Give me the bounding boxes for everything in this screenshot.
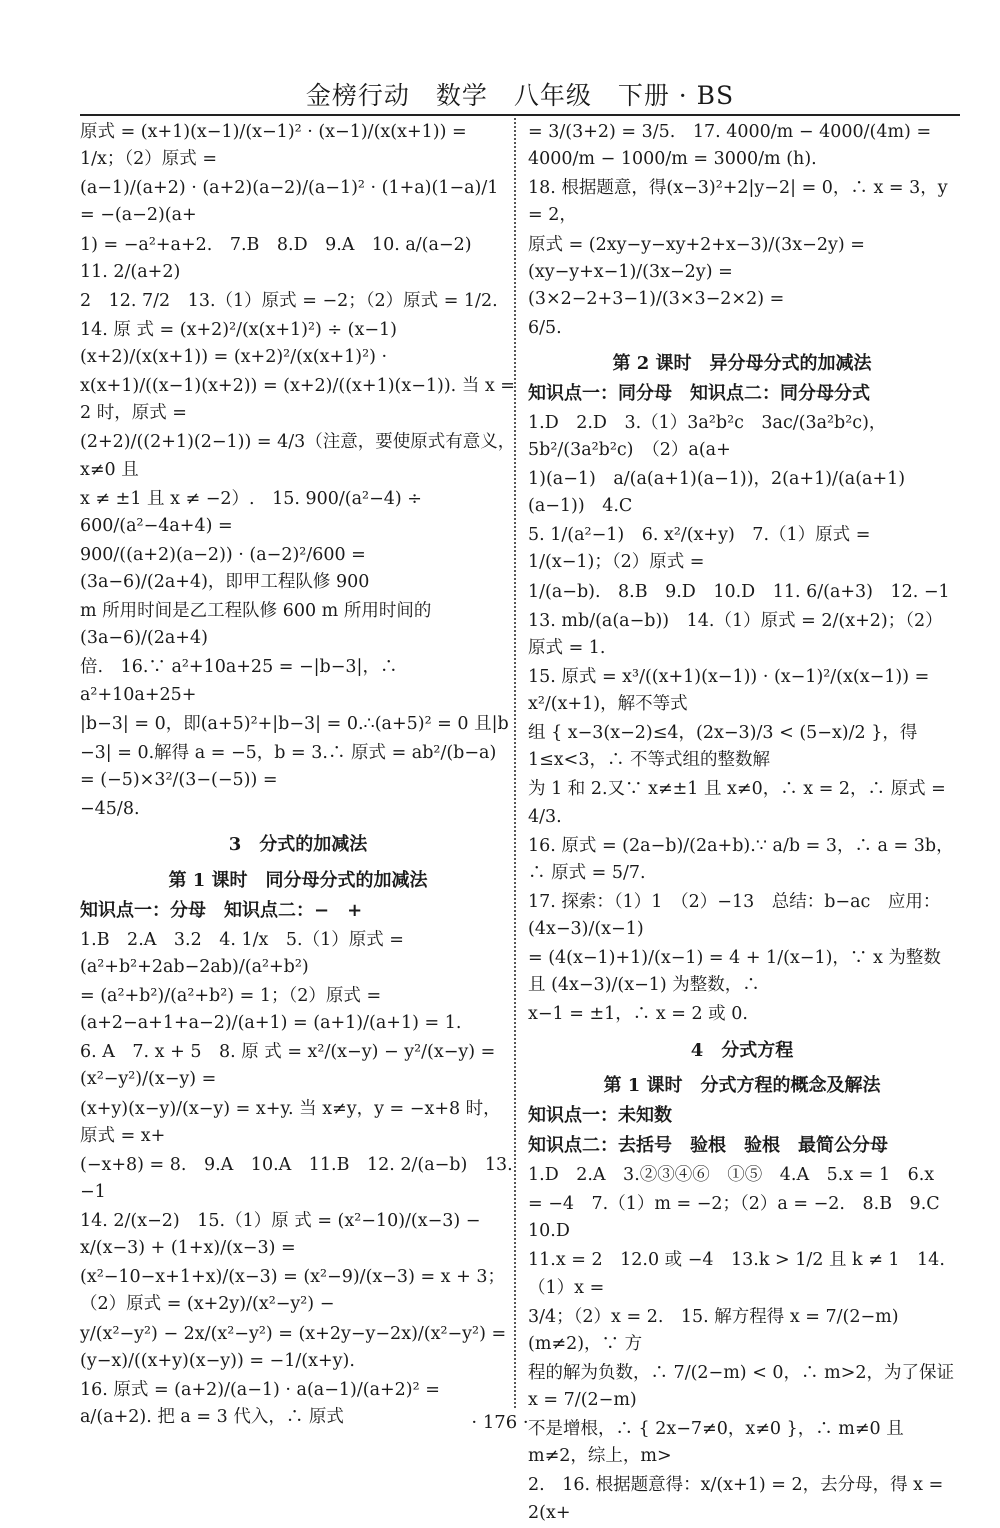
answer-line: (a−1)/(a+2) · (a+2)(a−2)/(a−1)² · (1+a)(1−a)/1 = −(a−2)(a+ [80,178,499,226]
answer-line: −3| = 0.解得 a = −5，b = 3.∴ 原式 = ab²/(b−a) = (−5)×3²/(3−(−5)) = [80,742,497,790]
answer-line: = 3/(3+2) = 3/5. 17. 4000/m − 4000/(4m) = 4000/m − 1000/m = 3000/m (h). [528,122,932,170]
section4-title: 4 分式方程 [690,1039,794,1061]
answer-line: |b−3| = 0，即(a+5)²+|b−3| = 0.∴(a+5)² = 0 且|b [80,713,509,734]
answer-line: x(x+1)/((x−1)(x+2)) = (x+2)/((x+1)(x−1)). 当 x = 2 时，原式 = [80,376,515,424]
answer-line: 15. 原式 = x³/((x+1)(x−1)) · (x−1)²/(x(x−1)) = x²/(x+1)，解不等式 [528,666,930,715]
answer-line: 原式 = (x+1)(x−1)/(x−1)² · (x−1)/(x(x+1)) = 1/x；（2）原式 = [80,122,467,170]
lesson2-answer-lines [528,409,956,1030]
answer-line: 16. 原式 = (2a−b)/(2a+b).∵ a/b = 3，∴ a = 3b，∴ 原式 = 5/7. [528,835,954,883]
section4-answer-lines [528,1161,956,1528]
answer-line: y/(x²−y²) − 2x/(x²−y²) = (x+2y−y−2x)/(x²−y²) = (y−x)/((x+y)(x−y)) = −1/(x+y). [80,1323,507,1371]
answer-line: (x²−10−x+1+x)/(x−3) = (x²−9)/(x−3) = x + 3；（2）原式 = (x+2y)/(x²−y²) − [80,1267,505,1315]
answer-line: = (a²+b²)/(a²+b²) = 1；（2）原式 = (a+2−a+1+a−2)/(a+1) = (a+1)/(a+1) = 1. [80,986,462,1034]
answer-line: 1)(a−1) a/(a(a+1)(a−1))，2(a+1)/(a(a+1)(a−1)) 4.C [528,469,906,517]
section4-knowledge-point-1: 知识点一：未知数 [528,1105,672,1127]
answer-line: 6. A 7. x + 5 8. 原 式 = x²/(x−y) − y²/(x−y) = (x²−y²)/(x−y) = [80,1042,496,1090]
answer-line: 16. 原式 = (a+2)/(a−1) · a(a−1)/(a+2)² = a/(a+2). 把 a = 3 代入，∴ 原式 [80,1379,440,1427]
page-header [80,76,960,116]
answer-line: 5. 1/(a²−1) 6. x²/(x+y) 7.（1）原式 = 1/(x−1)；（2）原式 = [528,525,871,573]
answer-line: 900/((a+2)(a−2)) · (a−2)²/600 = (3a−6)/(2a+4)，即甲工程队修 900 [80,544,370,592]
right-answer-lines [528,118,956,343]
answer-line: x−1 = ±1，∴ x = 2 或 0. [528,1004,748,1025]
answer-line: 1) = −a²+a+2. 7.B 8.D 9.A 10. a/(a−2) 11. 2/(a+2) [80,234,490,282]
answer-line: −45/8. [80,799,140,819]
section3-answer-lines [80,926,516,1432]
answer-line: 1.D 2.A 3.②③④⑥ ①⑤ 4.A 5.x = 1 6.x [528,1165,935,1186]
answer-line: 14. 原 式 = (x+2)²/(x(x+1)²) ÷ (x−1)(x+2)/(x(x+1)) = (x+2)²/(x(x+1)²) · [80,319,397,367]
answer-line: 1.B 2.A 3.2 4. 1/x 5.（1）原式 = (a²+b²+2ab−2ab)/(a²+b²) [80,929,404,977]
answer-line: 1.D 2.D 3.（1）3a²b²c 3ac/(3a²b²c)，5b²/(3a²b²c) （2）a(a+ [528,412,887,460]
answer-line: 6/5. [528,317,562,338]
header-title: 金榜行动 数学 八年级 下册 · BS [305,81,735,110]
answer-line: m 所用时间是乙工程队修 600 m 所用时间的 (3a−6)/(2a+4) [80,601,432,649]
section3-title: 3 分式的加减法 [228,834,368,856]
answer-line: 18. 根据题意，得(x−3)²+2|y−2| = 0，∴ x = 3，y = 2， [528,178,948,226]
answer-line: (2+2)/((2+1)(2−1)) = 4/3（注意，要使原式有意义，x≠0 且 [80,432,516,480]
section3-lesson1-title: 第 1 课时 同分母分式的加减法 [168,870,428,892]
answer-line: 原式 = (2xy−y−xy+2+x−3)/(3x−2y) = (xy−y+x−1)/(3x−2y) = (3×2−2+3−1)/(3×3−2×2) = [528,234,865,309]
answer-line: 2 12. 7/2 13.（1）原式 = −2；（2）原式 = 1/2. [80,290,498,311]
answer-line: 组 { x−3(x−2)≤4，(2x−3)/3 < (5−x)/2 }，得 1≤x<3，∴ 不等式组的整数解 [528,723,918,771]
answer-line: 1/(a−b). 8.B 9.D 10.D 11. 6/(a+3) 12. −1 [528,581,950,602]
left-answer-lines [80,118,516,824]
answer-line: 13. mb/(a(a−b)) 14.（1）原式 = 2/(x+2)；（2）原式 = 1. [528,610,943,658]
answer-line: (−x+8) = 8. 9.A 10.A 11.B 12. 2/(a−b) 13. −1 [80,1154,513,1202]
lesson2-title: 第 2 课时 异分母分式的加减法 [612,353,872,374]
answer-line: 14. 2/(x−2) 15.（1）原 式 = (x²−10)/(x−3) − x/(x−3) + (1+x)/(x−3) = [80,1211,481,1259]
answer-line: 倍. 16.∵ a²+10a+25 = −|b−3|，∴ a²+10a+25+ [80,657,398,705]
answer-line: = −4 7.（1）m = −2；（2）a = −2. 8.B 9.C 10.D [528,1194,958,1242]
answer-line: x ≠ ±1 且 x ≠ −2）. 15. 900/(a²−4) ÷ 600/(a²−4a+4) = [80,488,422,536]
answer-line: 3/4；（2）x = 2. 15. 解方程得 x = 7/(2−m)(m≠2)，∵ 方 [528,1306,899,1354]
section3-knowledge-points: 知识点一：分母 知识点二：− + [80,899,363,921]
answer-line: 程的解为负数，∴ 7/(2−m) < 0，∴ m>2，为了保证 x = 7/(2−m) [528,1362,955,1411]
answer-line: 为 1 和 2.又∵ x≠±1 且 x≠0，∴ x = 2，∴ 原式 = 4/3. [528,779,946,827]
answer-line: = (4(x−1)+1)/(x−1) = 4 + 1/(x−1)，∵ x 为整数且 (4x−3)/(x−1) 为整数，∴ [528,948,941,996]
answer-line: (x+y)(x−y)/(x−y) = x+y. 当 x≠y，y = −x+8 时，原式 = x+ [80,1098,501,1146]
lesson2-knowledge-points: 知识点一：同分母 知识点二：同分母分式 [528,382,870,404]
answer-line: 2. 16. 根据题意得：x/(x+1) = 2，去分母，得 x = 2(x+ [528,1475,944,1523]
right-column [528,118,958,1523]
section4-knowledge-point-2: 知识点二：去括号 验根 验根 最简公分母 [528,1135,888,1157]
section4-lesson1-title: 第 1 课时 分式方程的概念及解法 [603,1075,881,1097]
page-number: · 176 · [471,1412,529,1433]
answer-line: 不是增根，∴ { 2x−7≠0，x≠0 }，∴ m≠0 且 m≠2，综上，m> [528,1419,904,1467]
answer-line: 11.x = 2 12.0 或 −4 13.k > 1/2 且 k ≠ 1 14.（1）x = [528,1250,945,1298]
answer-line: 17. 探索：（1）1 （2）−13 总结：b−ac 应用：(4x−3)/(x−1) [528,891,941,940]
